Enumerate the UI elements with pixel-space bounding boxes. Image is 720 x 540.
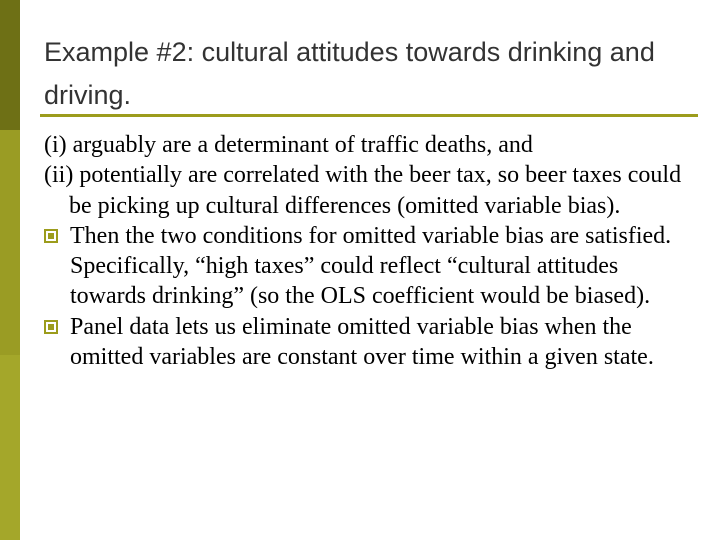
slide-title: Example #2: cultural attitudes towards drinking and driving.	[44, 37, 655, 110]
sidebar-segment-top	[0, 0, 20, 130]
bullet-text: Panel data lets us eliminate omitted variable bias when the omitted variables are constant over time within a given state.	[70, 313, 654, 371]
bullet-item	[44, 312, 694, 373]
slide-body	[44, 130, 694, 372]
body-paragraph: (ii) potentially are correlated with the beer tax, so beer taxes could be picking up cultural differences (omitted variable bias).	[44, 162, 682, 219]
square-bullet-icon	[44, 229, 58, 243]
sidebar-segment-bottom	[0, 355, 20, 540]
sidebar-segment-middle	[0, 130, 20, 355]
square-bullet-icon	[44, 320, 58, 334]
body-paragraph: (i) arguably are a determinant of traffic deaths, and	[44, 132, 533, 158]
bullet-text: Then the two conditions for omitted variable bias are satisfied. Specifically, “high taxes” could reflect “cultural attitudes towards drinking” (so the OLS coefficient would be biased).	[70, 222, 672, 310]
title-divider	[40, 114, 698, 117]
bullet-item	[44, 221, 694, 312]
